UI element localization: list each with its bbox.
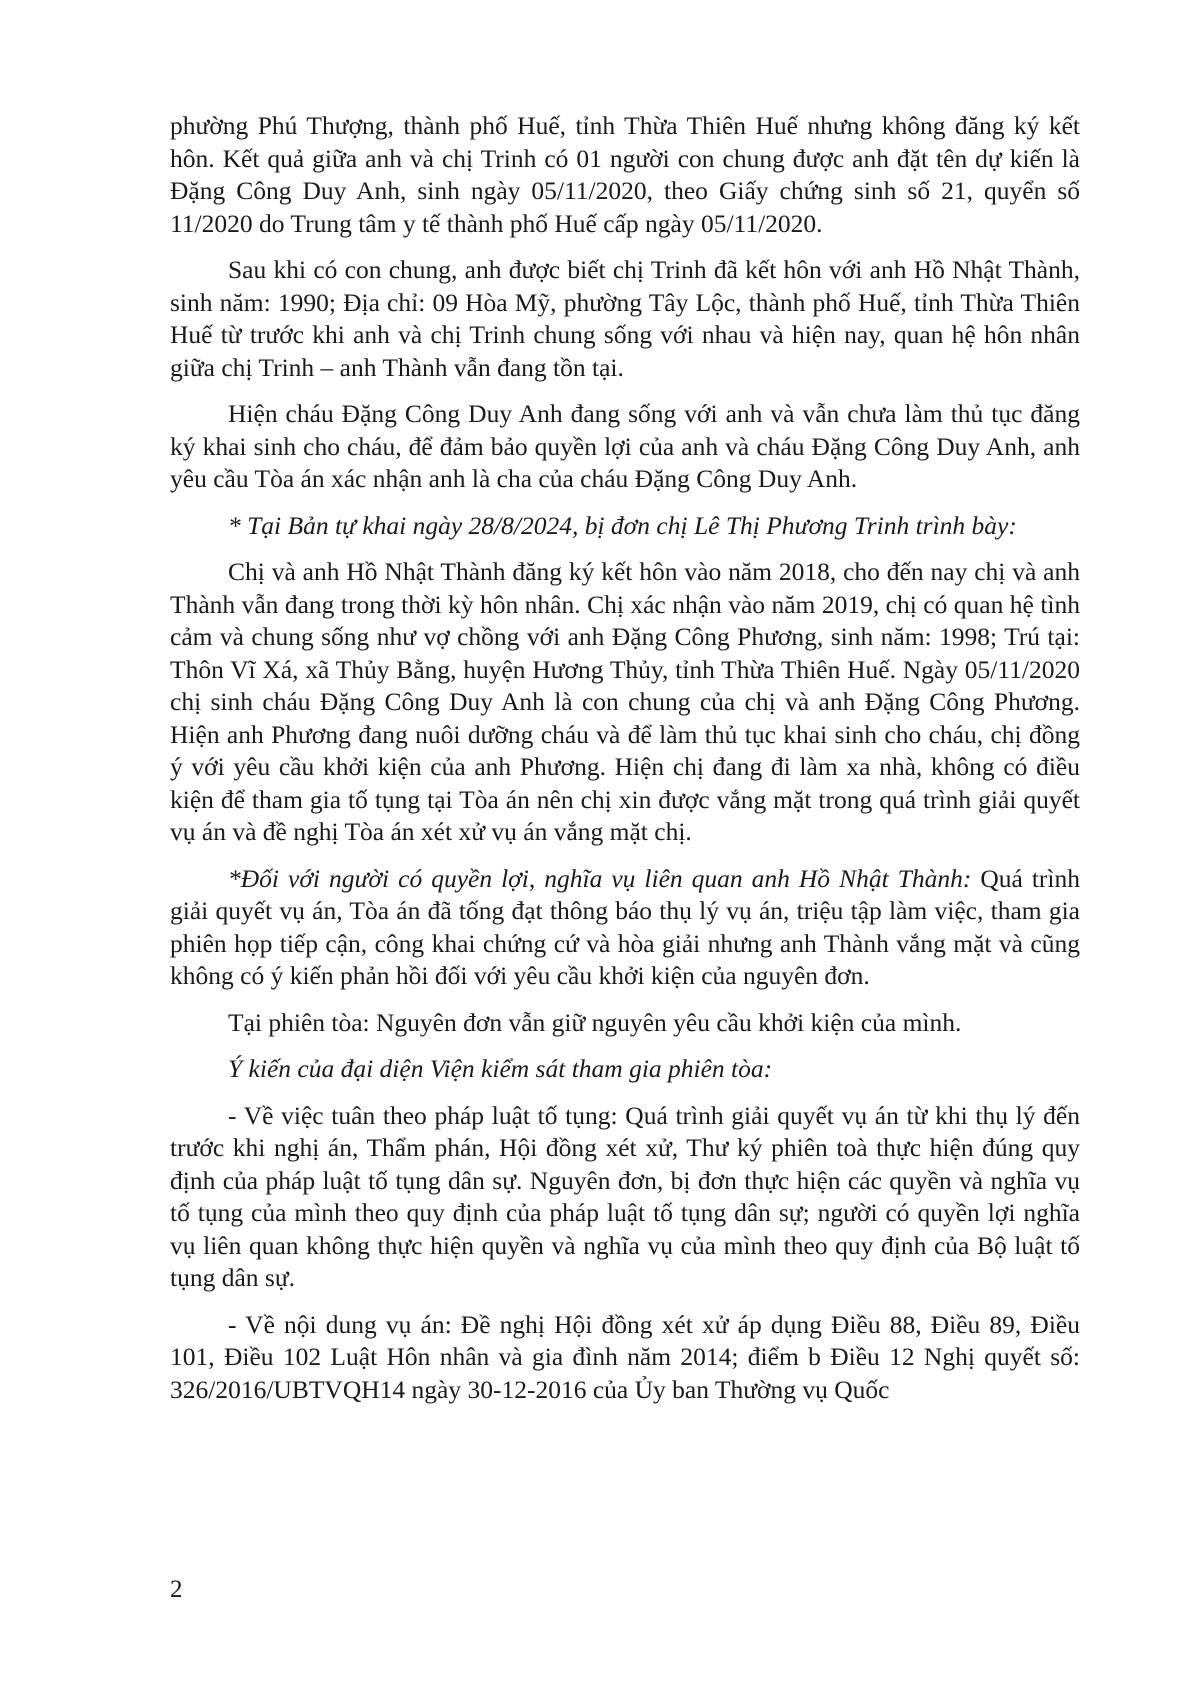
- paragraph-9-text: - Về việc tuân theo pháp luật tố tụng: Quá trình giải quyết vụ án từ khi thụ lý đến trước khi nghị án, Thẩm phán, Hội đồng xét xử, Thư ký phiên toà thực hiện đúng quy định của pháp luật tố tụng dân sự. Nguyên đơn, bị đơn thực hiện các quyền và nghĩa vụ tố tụng của mình theo quy định của pháp luật tố tụng dân sự; người có quyền lợi nghĩa vụ liên quan không thực hiện quyền và nghĩa vụ của mình theo quy định của Bộ luật tố tụng dân sự.: [170, 1100, 1080, 1292]
- paragraph-3: [170, 398, 1080, 496]
- paragraph-1-text: phường Phú Thượng, thành phố Huế, tỉnh Thừa Thiên Huế nhưng không đăng ký kết hôn. Kết quả giữa anh và chị Trinh có 01 người con chung được anh đặt tên dự kiến là Đặng Công Duy Anh, sinh ngày 05/11/2020, theo Giấy chứng sinh số 21, quyển số 11/2020 do Trung tâm y tế thành phố Huế cấp ngày 05/11/2020.: [170, 111, 1080, 238]
- defendant-statement-heading-text: * Tại Bản tự khai ngày 28/8/2024, bị đơn chị Lê Thị Phương Trinh trình bày:: [228, 510, 1017, 540]
- paragraph-3-text: Hiện cháu Đặng Công Duy Anh đang sống với anh và vẫn chưa làm thủ tục đăng ký khai sinh cho cháu, để đảm bảo quyền lợi của anh và cháu Đặng Công Duy Anh, anh yêu cầu Tòa án xác nhận anh là cha của cháu Đặng Công Duy Anh.: [170, 399, 1080, 493]
- paragraph-7-text: Tại phiên tòa: Nguyên đơn vẫn giữ nguyên yêu cầu khởi kiện của mình.: [228, 1007, 962, 1037]
- procuracy-opinion-heading: [170, 1053, 1080, 1086]
- paragraph-5-text: Chị và anh Hồ Nhật Thành đăng ký kết hôn vào năm 2018, cho đến nay chị và anh Thành vẫn đang trong thời kỳ hôn nhân. Chị xác nhận vào năm 2019, chị có quan hệ tình cảm và chung sống như vợ chồng với anh Đặng Công Phương, sinh năm: 1998; Trú tại: Thôn Vĩ Xá, xã Thủy Bằng, huyện Hương Thủy, tỉnh Thừa Thiên Huế. Ngày 05/11/2020 chị sinh cháu Đặng Công Duy Anh là con chung của chị và anh Đặng Công Phương. Hiện anh Phương đang nuôi dưỡng cháu và để làm thủ tục khai sinh cho cháu, chị đồng ý với yêu cầu khởi kiện của anh Phương. Hiện chị đang đi làm xa nhà, không có điều kiện để tham gia tố tụng tại Tòa án nên chị xin được vắng mặt trong quá trình giải quyết vụ án và đề nghị Tòa án xét xử vụ án vắng mặt chị.: [170, 557, 1080, 846]
- paragraph-9: [170, 1100, 1080, 1295]
- paragraph-2: [170, 254, 1080, 384]
- defendant-statement-heading: [170, 510, 1080, 543]
- paragraph-10-text: - Về nội dung vụ án: Đề nghị Hội đồng xét xử áp dụng Điều 88, Điều 89, Điều 101, Điều 102 Luật Hôn nhân và gia đình năm 2014; điểm b Điều 12 Nghị quyết số: 326/2016/UBTVQH14 ngày 30-12-2016 của Ủy ban Thường vụ Quốc: [170, 1309, 1080, 1404]
- paragraph-5: [170, 556, 1080, 849]
- page-number: 2: [170, 1576, 183, 1603]
- paragraph-10: [170, 1309, 1080, 1407]
- paragraph-2-text: Sau khi có con chung, anh được biết chị Trinh đã kết hôn với anh Hồ Nhật Thành, sinh năm: 1990; Địa chỉ: 09 Hòa Mỹ, phường Tây Lộc, thành phố Huế, tỉnh Thừa Thiên Huế từ trước khi anh và chị Trinh chung sống với nhau và hiện nay, quan hệ hôn nhân giữa chị Trinh – anh Thành vẫn đang tồn tại.: [170, 255, 1080, 382]
- procuracy-opinion-heading-text: Ý kiến của đại diện Viện kiểm sát tham gia phiên tòa:: [228, 1054, 773, 1083]
- related-party-paragraph: [170, 863, 1080, 993]
- related-party-lead: *Đối với người có quyền lợi, nghĩa vụ liên quan anh Hồ Nhật Thành:: [228, 863, 972, 893]
- related-party-text: Quá trình giải quyết vụ án, Tòa án đã tống đạt thông báo thụ lý vụ án, triệu tập làm việc, tham gia phiên họp tiếp cận, công khai chứng cứ và hòa giải nhưng anh Thành vắng mặt và cũng không có ý kiến phản hồi đối với yêu cầu khởi kiện của nguyên đơn.: [170, 863, 1080, 990]
- paragraph-1: [170, 110, 1080, 240]
- paragraph-7: [170, 1007, 1080, 1040]
